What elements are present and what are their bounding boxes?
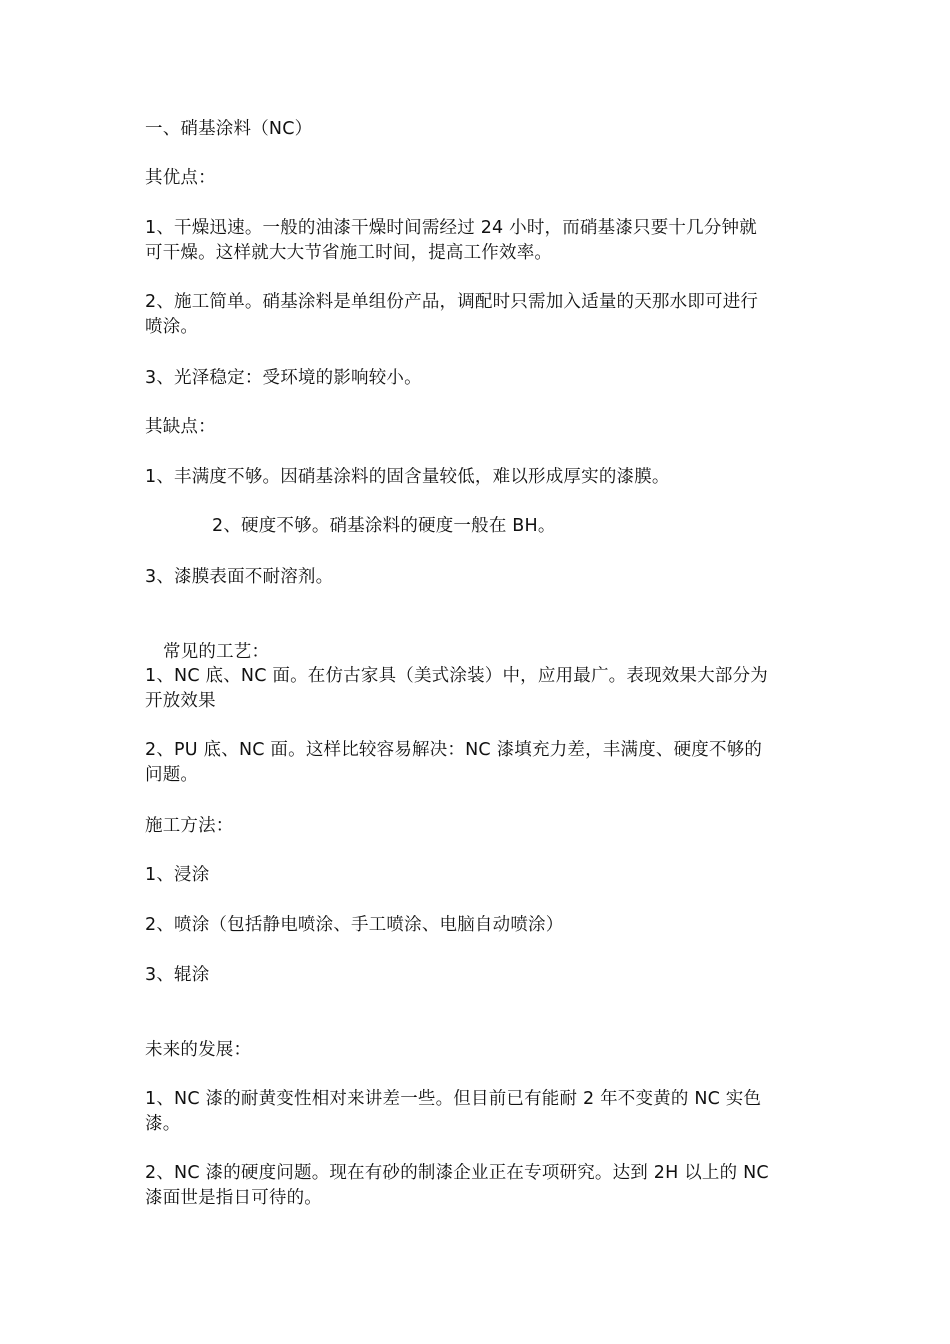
method-3: 3、辊涂 bbox=[145, 965, 210, 985]
future-1-line-1: 1、NC 漆的耐黄变性相对来讲差一些。但目前已有能耐 2 年不变黄的 NC 实色 bbox=[145, 1089, 762, 1109]
section-title: 一、硝基涂料（NC） bbox=[145, 119, 313, 139]
advantage-3: 3、光泽稳定：受环境的影响较小。 bbox=[145, 368, 422, 388]
advantage-1-line-1: 1、干燥迅速。一般的油漆干燥时间需经过 24 小时，而硝基漆只要十几分钟就 bbox=[145, 218, 757, 238]
method-2: 2、喷涂（包括静电喷涂、手工喷涂、电脑自动喷涂） bbox=[145, 915, 564, 935]
disadvantages-heading: 其缺点： bbox=[145, 417, 216, 437]
process-2-line-1: 2、PU 底、NC 面。这样比较容易解决：NC 漆填充力差，丰满度、硬度不够的 bbox=[145, 740, 763, 760]
process-2-line-2: 问题。 bbox=[145, 765, 199, 785]
method-1: 1、浸涂 bbox=[145, 865, 210, 885]
advantages-heading: 其优点： bbox=[145, 168, 216, 188]
future-2-line-1: 2、NC 漆的硬度问题。现在有砂的制漆企业正在专项研究。达到 2H 以上的 NC bbox=[145, 1163, 769, 1183]
advantage-1-line-2: 可干燥。这样就大大节省施工时间，提高工作效率。 bbox=[145, 243, 553, 263]
future-heading: 未来的发展： bbox=[145, 1040, 252, 1060]
disadvantage-3: 3、漆膜表面不耐溶剂。 bbox=[145, 567, 334, 587]
disadvantage-1: 1、丰满度不够。因硝基涂料的固含量较低，难以形成厚实的漆膜。 bbox=[145, 467, 670, 487]
method-heading: 施工方法： bbox=[145, 816, 234, 836]
advantage-2-line-1: 2、施工简单。硝基涂料是单组份产品，调配时只需加入适量的天那水即可进行 bbox=[145, 292, 759, 312]
advantage-2-line-2: 喷涂。 bbox=[145, 317, 199, 337]
future-2-line-2: 漆面世是指日可待的。 bbox=[145, 1188, 322, 1208]
process-1-line-2: 开放效果 bbox=[145, 691, 216, 711]
disadvantage-2: 2、硬度不够。硝基涂料的硬度一般在 BH。 bbox=[212, 516, 556, 536]
process-1-line-1: 1、NC 底、NC 面。在仿古家具（美式涂装）中，应用最广。表现效果大部分为 bbox=[145, 666, 768, 686]
process-heading: 常见的工艺： bbox=[163, 642, 270, 662]
future-1-line-2: 漆。 bbox=[145, 1114, 181, 1134]
